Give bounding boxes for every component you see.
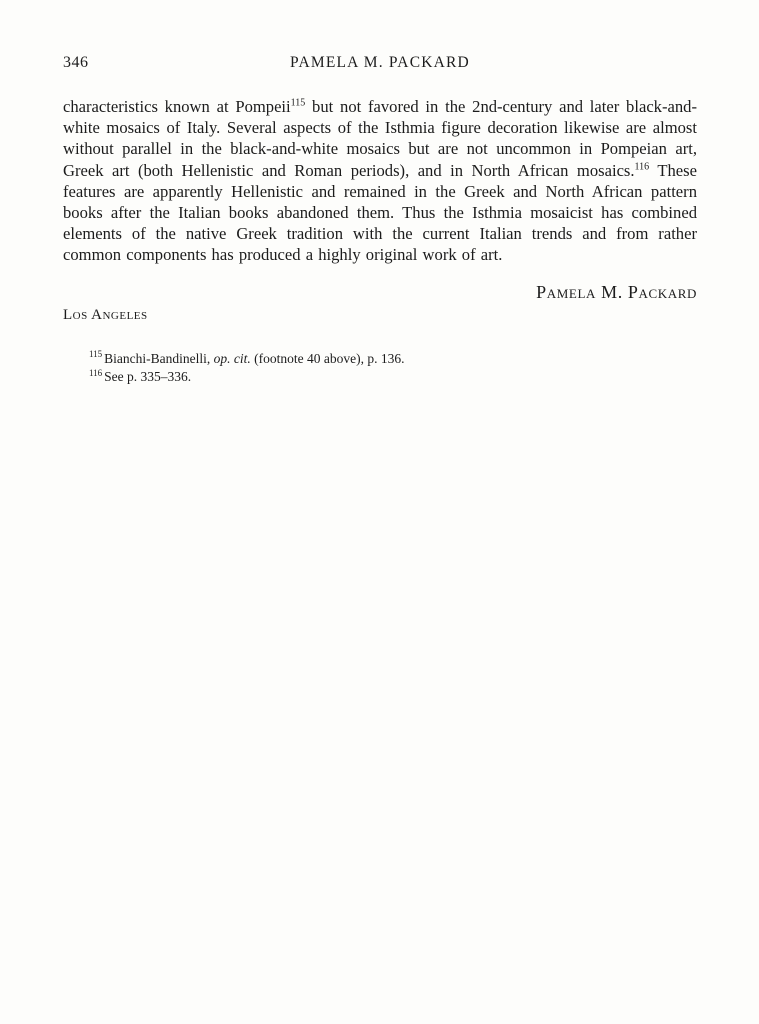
footnote-marker-115: 115	[89, 349, 103, 360]
footnote-marker-116: 116	[89, 367, 103, 378]
footnote-ref-116: 116	[634, 161, 650, 173]
author-location: Los Angeles	[63, 306, 148, 323]
footnote-text: See p. 335–336.	[104, 369, 192, 385]
footnote-italic-text: op. cit.	[213, 350, 251, 366]
body-paragraph	[63, 96, 697, 266]
page-header	[63, 54, 697, 76]
author-signature: Pamela M. Packard	[536, 281, 697, 302]
paragraph-text: but not favored in the 2nd-century and later black-and-white mosaics of Italy. Several aspects of the Isthmia figure decoration likewise are almost without parallel in the black-and-white mosaics but are not uncommon in Pompeian art, Greek art (both Hellenistic and Roman periods), and in North African mosaics.	[63, 97, 697, 180]
footnote-text: (footnote 40 above), p. 136.	[250, 350, 405, 366]
footnotes-section	[63, 350, 697, 386]
paragraph-text: These features are apparently Hellenistic and remained in the Greek and North African pattern books after the Italian books abandoned them. Thus the Isthmia mosaicist has combined elements of the native Greek tradition with the current Italian trends and from rather common components has produced a highly original work of art.	[63, 160, 697, 265]
paragraph-text: characteristics known at Pompeii	[63, 97, 291, 116]
page-number: 346	[63, 54, 89, 71]
footnote-ref-115: 115	[290, 97, 306, 109]
footnote-text: Bianchi-Bandinelli,	[104, 350, 214, 366]
running-header: PAMELA M. PACKARD	[290, 54, 470, 71]
footnote-115	[63, 350, 697, 368]
footnote-116	[63, 368, 697, 386]
